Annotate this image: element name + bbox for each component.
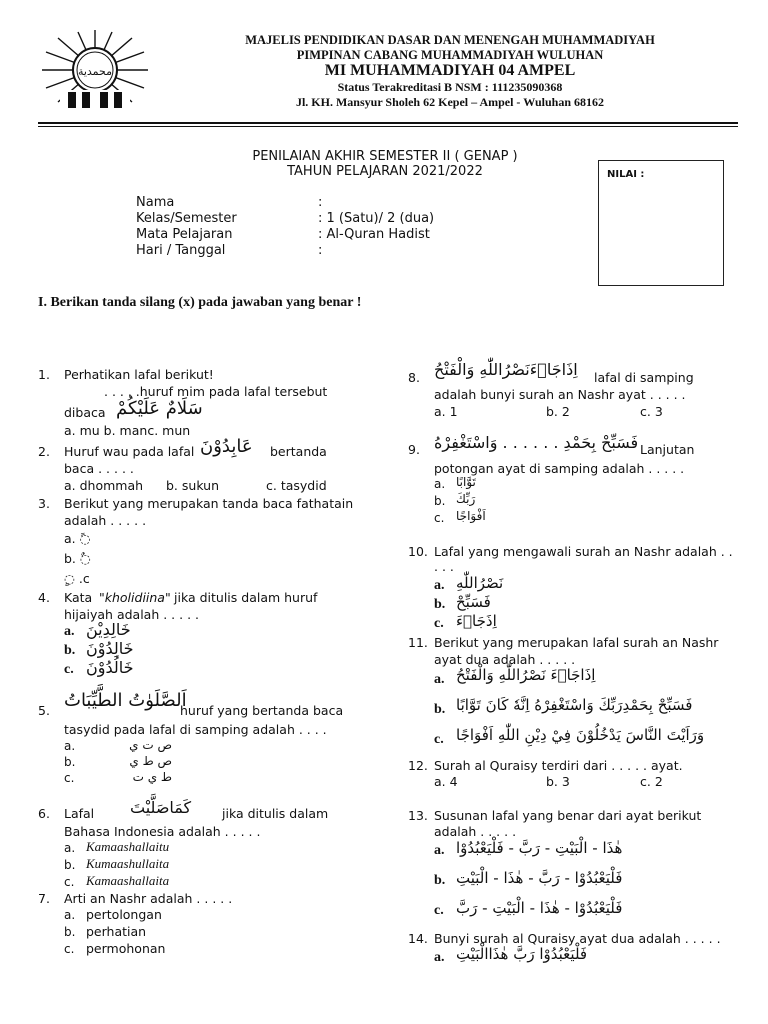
q2-arabic: عَابِدُوْنَ [200,436,253,457]
q11-text2: ayat dua adalah . . . . . [434,652,576,667]
q4-text-post: jika ditulis dalam huruf [174,590,318,605]
q8-arabic: اِذَاجَاۤءَنَصْرُاللّٰهِ وَالْفَتْحُ [434,360,578,379]
q14-number: 14. [408,931,428,946]
school-name: MI MUHAMMADIYAH 04 AMPEL [324,62,576,79]
q10-option-b-label: b. [434,597,446,612]
q6-option-a[interactable]: Kamaashallaitu [86,839,170,854]
q1-text: Perhatikan lafal berikut! [64,367,214,382]
q7-option-a[interactable]: pertolongan [86,907,162,922]
q11-option-a-label: a. [434,672,445,687]
header-line2: PIMPINAN CABANG MUHAMMADIYAH WULUHAN [296,48,604,62]
q9-option-a[interactable]: تَوَّابًا [456,475,476,489]
q3-text: Berikut yang merupakan tanda baca fathatain [64,496,354,511]
q6-text2: Bahasa Indonesia adalah . . . . . [64,824,261,839]
q5-option-a[interactable]: ص ت ي [129,738,172,752]
q9-option-c[interactable]: اَفْوَاجًا [456,509,486,523]
q4-option-c-label: c. [64,662,74,677]
q13-option-c-label: c. [434,903,444,918]
q9-arabic: فَسَبِّحْ بِحَمْدِ . . . . . . وَاسْتَغْفِرْهُ [434,433,639,452]
q3-text2: adalah . . . . . [64,513,147,528]
q12-text: Surah al Quraisy terdiri dari . . . . . ayat. [434,758,683,773]
q1-arabic: سَلَامٌ عَلَيْكُمْ [116,398,203,419]
q3-option-c[interactable]: ◌ٍ .c [64,571,90,586]
q11-option-c[interactable]: وَرَاَيْتَ النَّاسَ يَدْخُلُوْنَ فِيْ دِيْنِ اللّٰهِ اَفْوَاجًا [456,726,705,744]
q2-option-b[interactable]: b. sukun [166,478,220,493]
q6-text-after: jika ditulis dalam [222,806,329,821]
q2-number: 2. [38,444,50,459]
q1-number: 1. [38,367,50,382]
q5-option-c-label: c. [64,771,75,785]
q9-option-b-label: b. [434,494,446,508]
muhammadiyah-logo [40,30,150,112]
q5-option-b[interactable]: ص ط ي [129,754,172,768]
q14-text: Bunyi surah al Quraisy ayat dua adalah . . . . . [434,931,721,946]
q5-arabic: اَلصَّلَوٰتُ الطَّيِّبَاتُ [64,690,187,711]
q4-text-italic: "kholidiina" [99,590,171,605]
q7-option-a-label: a. [64,908,76,922]
field-label-kelas: Kelas/Semester [136,211,237,226]
q10-number: 10. [408,544,428,559]
q13-option-b-label: b. [434,873,446,888]
q10-option-c[interactable]: اِذَجَاۤءَ [456,612,497,630]
q4-option-a[interactable]: خَالِدِيْنَ [86,620,131,639]
q7-number: 7. [38,891,50,906]
q11-text: Berikut yang merupakan lafal surah an Nashr [434,635,719,650]
q9-number: 9. [408,442,420,457]
q13-text: Susunan lafal yang benar dari ayat berikut [434,808,702,823]
q6-option-c-label: c. [64,875,75,889]
q1-text3: dibaca [64,405,106,420]
q5-option-c[interactable]: ط ي ت [132,770,172,784]
q2-text: Huruf wau pada lafal [64,444,195,459]
q13-option-b[interactable]: فَلْيَعْبُدُوْا - رَبَّ - هٰذَا - الْبَيْتِ [456,869,623,887]
q12-option-c[interactable]: c. 2 [640,774,663,789]
q2-option-c[interactable]: c. tasydid [266,478,327,493]
q10-option-a-label: a. [434,578,445,593]
q6-number: 6. [38,806,50,821]
q3-number: 3. [38,496,50,511]
q1-options[interactable]: a. mu b. manc. mun [64,423,191,438]
q6-arabic: كَمَاصَلَّيْتَ [130,798,192,817]
q7-option-c-label: c. [64,942,75,956]
field-label-mapel: Mata Pelajaran [136,227,233,242]
q5-text2: tasydid pada lafal di samping adalah . . . . [64,722,327,737]
q10-option-b[interactable]: فَسَبِّحْ [456,593,491,611]
q10-text2: . . . [434,559,454,574]
field-label-nama: Nama [136,195,175,210]
header-divider-thin [38,126,738,127]
field-value-nama: : [318,195,323,210]
q4-option-a-label: a. [64,624,75,639]
q6-text: Lafal [64,806,95,821]
exam-year: TAHUN PELAJARAN 2021/2022 [287,164,483,179]
field-label-hari: Hari / Tanggal [136,243,226,258]
score-label: NILAI : [607,169,645,180]
q14-option-a[interactable]: فَلْيَعْبُدُوْا رَبَّ هٰذَاالْبَيْتِ [456,945,588,963]
score-box [598,160,724,286]
q7-option-b[interactable]: perhatian [86,924,147,939]
q12-option-b[interactable]: b. 3 [546,774,570,789]
field-value-hari: : [318,243,323,258]
q12-option-a[interactable]: a. 4 [434,774,458,789]
q9-option-b[interactable]: رَبِّكَ [456,492,476,506]
q4-text2: hijaiyah adalah . . . . . [64,607,199,622]
q2-text2: baca . . . . . [64,461,134,476]
q10-option-c-label: c. [434,616,444,631]
q12-number: 12. [408,758,428,773]
q4-option-c[interactable]: خَالُدُوْنَ [86,658,134,677]
field-value-kelas: : 1 (Satu)/ 2 (dua) [318,211,435,226]
q11-option-a[interactable]: اِذَاجَاۤءَ نَصْرُاللّٰهِ وَالْفَتْحُ [456,666,596,684]
q13-option-a[interactable]: هٰذَا - الْبَيْتِ - رَبَّ - فَلْيَعْبُدُوْا [456,839,623,857]
q4-number: 4. [38,590,50,605]
q10-option-a[interactable]: نَصْرُاللّٰهِ [456,574,504,592]
instruction: I. Berikan tanda silang (x) pada jawaban yang benar ! [38,295,362,310]
q11-option-b[interactable]: فَسَبِّحْ بِحَمْدِرَبِّكَ وَاسْتَغْفِرْهُ اِنَّهٗ كَانَ تَوَّابًا [456,696,693,714]
q13-text2: adalah . . . . . [434,824,517,839]
logo-text: محمدية [77,65,113,78]
q9-option-a-label: a. [434,477,446,491]
q11-number: 11. [408,635,428,650]
header-line1: MAJELIS PENDIDIKAN DASAR DAN MENENGAH MUHAMMADIYAH [245,33,655,47]
header-divider [38,122,738,124]
q2-text-after: bertanda [270,444,327,459]
q6-option-b-label: b. [64,858,76,872]
q14-option-a-label: a. [434,950,445,965]
field-value-mapel: : Al-Quran Hadist [318,227,430,242]
q6-option-c[interactable]: Kamaashallaita [86,873,170,888]
q7-text: Arti an Nashr adalah . . . . . [64,891,233,906]
q5-option-b-label: b. [64,755,76,769]
q2-option-a[interactable]: a. dhommah [64,478,144,493]
q8-option-a[interactable]: a. 1 [434,404,458,419]
q10-text: Lafal yang mengawali surah an Nashr adalah . . [434,544,733,559]
q3-option-a[interactable]: a. ◌ً [64,531,91,546]
q3-option-b[interactable]: b. ◌ٌ [64,551,91,566]
q13-option-c[interactable]: فَلْيَعْبُدُوْا - هٰذَا - الْبَيْتِ - رَبَّ [456,899,623,917]
q6-option-b[interactable]: Kumaashullaita [86,856,170,871]
q6-option-a-label: a. [64,841,76,855]
q5-text: huruf yang bertanda baca [180,703,344,718]
q13-number: 13. [408,808,428,823]
exam-title: PENILAIAN AKHIR SEMESTER II ( GENAP ) [252,149,518,164]
q5-number: 5. [38,703,50,718]
school-status: Status Terakreditasi B NSM : 111235090368 [337,80,563,94]
school-address: Jl. KH. Mansyur Sholeh 62 Kepel – Ampel - Wuluhan 68162 [295,95,605,109]
q11-option-c-label: c. [434,732,444,747]
q8-text2: adalah bunyi surah an Nashr ayat . . . . . [434,387,686,402]
q4-text-pre: Kata [64,590,93,605]
q7-option-c[interactable]: permohonan [86,941,166,956]
q5-option-a-label: a. [64,739,76,753]
q4-option-b[interactable]: خَالِدُوْنَ [86,639,134,658]
q8-option-c[interactable]: c. 3 [640,404,663,419]
q4-option-b-label: b. [64,643,76,658]
q1-text2: . . . . .huruf mim pada lafal tersebut [104,384,328,399]
q9-option-c-label: c. [434,511,445,525]
q8-text-after: lafal di samping [594,370,694,385]
q8-number: 8. [408,370,420,385]
q9-text2: potongan ayat di samping adalah . . . . . [434,461,685,476]
q11-option-b-label: b. [434,702,446,717]
q7-option-b-label: b. [64,925,76,939]
q13-option-a-label: a. [434,843,445,858]
q8-option-b[interactable]: b. 2 [546,404,570,419]
q9-text-after: Lanjutan [640,442,695,457]
